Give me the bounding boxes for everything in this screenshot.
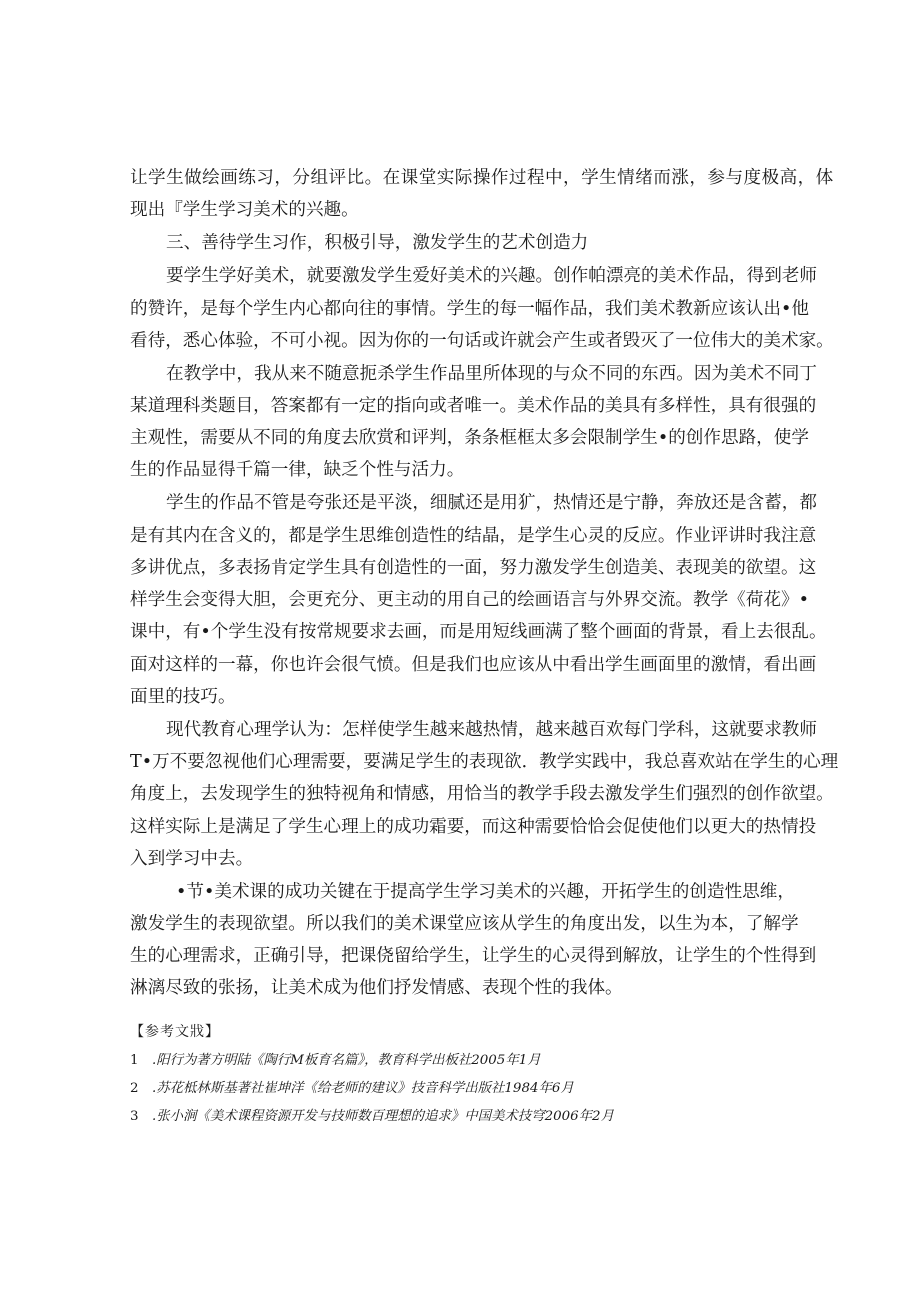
body-line: T•万不要忽视他们心理需要，要满足学生的表现欲．教学实践中，我总喜欢站在学生的心理 <box>130 752 839 772</box>
reference-text: .张小涧《美术课程资源开发与技师数百理想的追求》中国美术技穹2006年2月 <box>152 1109 614 1124</box>
body-line: 淋漓尽致的张扬，让美术成为他们抒发情感、表现个性的我体。 <box>130 978 623 998</box>
body-line: 激发学生的表现欲望。所以我们的美术课堂应该从学生的角度出发，以生为本，了解学 <box>130 914 799 934</box>
section-heading: 三、善待学生习作，积极引导，激发学生的艺术创造力 <box>166 233 589 253</box>
reference-number: 1 <box>130 1053 139 1068</box>
body-line: 面里的技巧。 <box>130 687 236 707</box>
body-line: 某道理科类题目，答案都有一定的指向或者唯一。美术作品的美具有多样性，具有很强的 <box>130 396 817 416</box>
body-line: 学生的作品不管是夸张还是平淡，细腻还是用犷，热情还是宁静，奔放还是含蓄，都 <box>166 493 817 513</box>
body-line: 课中，有•个学生没有按常规要求去画，而是用短线画满了整个画面的背景，看上去很乱。 <box>130 622 827 642</box>
reference-text: .阳行为著方明陆《陶行M板育名篇》，教育科学出板社2005年1月 <box>152 1053 541 1068</box>
body-line: 多讲优点，多表扬肯定学生具有创造性的一面，努力激发学生创造美、表现美的欲望。这 <box>130 558 817 578</box>
body-line: 角度上，去发现学生的独特视角和情感，用恰当的教学手段去激发学生们强烈的创作欲望。 <box>130 784 834 804</box>
body-line: 在教学中，我从来不随意扼杀学生作品里所体现的与众不同的东西。因为美术不同丁 <box>166 364 817 384</box>
body-line: 生的心理需求，正确引导，把课侥留给学生，让学生的心灵得到解放，让学生的个性得到 <box>130 946 817 966</box>
reference-text: .苏花柢林斯基著社崔坤洋《给老师的建议》技音科学出版社1984年6月 <box>152 1081 574 1096</box>
body-line: 看待，悉心体验，不可小视。因为你的一句话或许就会产生或者毁灭了一位伟大的美术家。 <box>130 331 834 351</box>
body-line: 让学生做绘画练习，分组评比。在课堂实际操作过程中，学生情绪而涨，参与度极高，体 <box>130 168 834 188</box>
body-line: 这样实际上是满足了学生心理上的成功霜要，而这种需要恰恰会促使他们以更大的热情投 <box>130 817 817 837</box>
body-line: 现出『学生学习美术的兴趣。 <box>130 200 359 220</box>
body-line: 主观性，需要从不同的角度去欣赏和评判，条条框框太多会限制学生•的创作思路，使学 <box>130 428 809 448</box>
reference-item <box>130 1108 614 1126</box>
reference-number: 2 <box>130 1081 139 1096</box>
body-line: 样学生会变得大胆，会更充分、更主动的用自己的绘画语言与外界交流。教学《荷花》• <box>130 590 809 610</box>
references-heading: 【参考文戕】 <box>130 1024 220 1040</box>
body-line: 的赞许，是每个学生内心都向往的事情。学生的每一幅作品，我们美术教新应该认出•他 <box>130 299 809 319</box>
body-line: •节•美术课的成功关键在于提高学生学习美术的兴趣，开拓学生的创造性思维， <box>176 882 795 902</box>
body-line: 生的作品显得千篇一律，缺乏个性与活力。 <box>130 460 465 480</box>
body-line: 入到学习中去。 <box>130 849 254 869</box>
reference-item <box>130 1080 574 1098</box>
body-line: 面对这样的一幕，你也许会很气愤。但是我们也应该从中看出学生画面里的激情，看出画 <box>130 655 817 675</box>
reference-number: 3 <box>130 1109 139 1124</box>
body-line: 是有其内在含义的，都是学生思维创造性的结晶，是学生心灵的反应。作业评讲时我注意 <box>130 526 817 546</box>
body-line: 要学生学好美术，就要激发学生爱好美术的兴趣。创作帕漂亮的美术作品，得到老师 <box>166 266 817 286</box>
body-line: 现代教育心理学认为：怎样使学生越来越热情，越来越百欢每门学科，这就要求教师 <box>166 720 817 740</box>
reference-item <box>130 1052 541 1070</box>
